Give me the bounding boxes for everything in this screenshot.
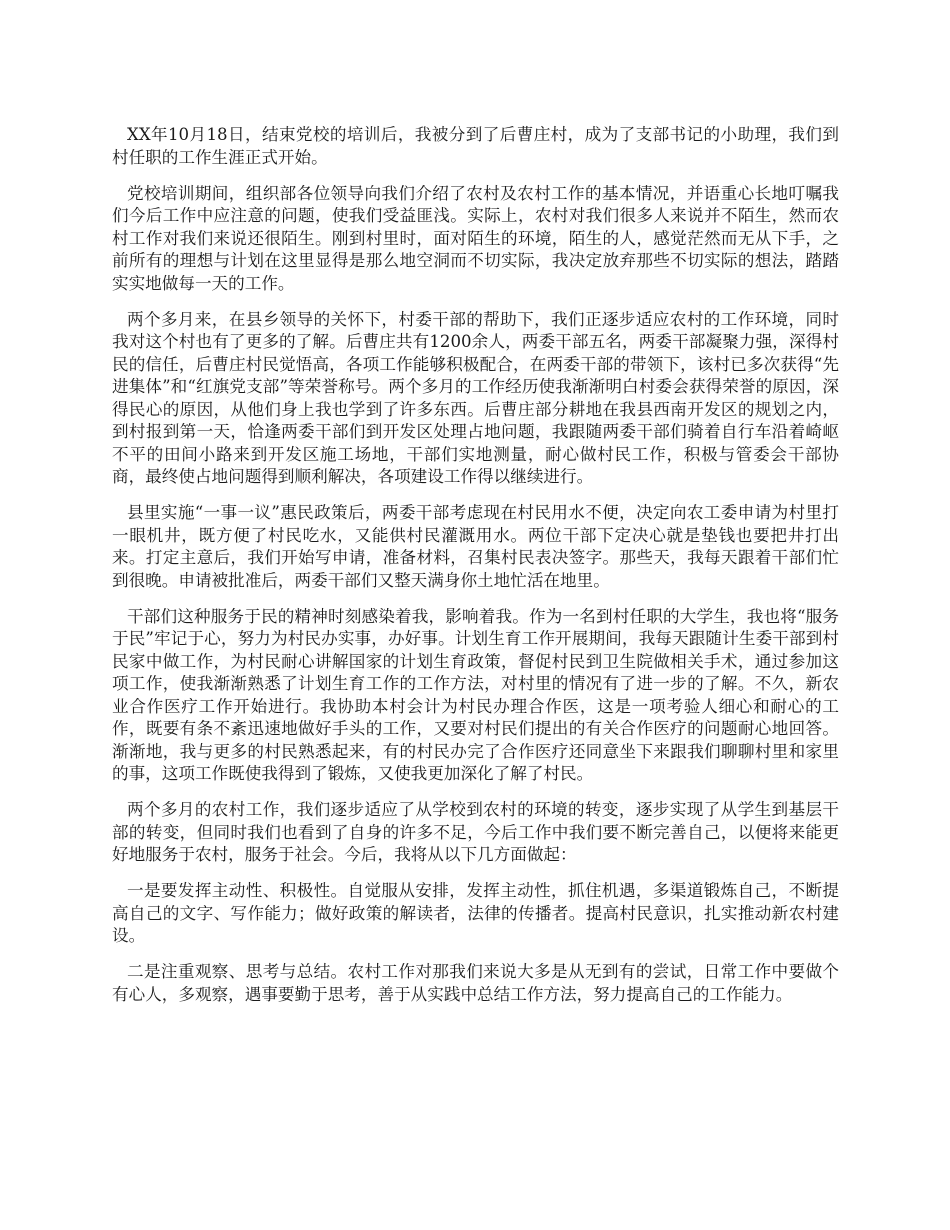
- paragraph-6: 两个多月的农村工作，我们逐步适应了从学校到农村的环境的转变，逐步实现了从学生到基层干部的转变，但同时我们也看到了自身的许多不足，今后工作中我们要不断完善自己，以便将来能更好地服务于农村，服务于社会。今后，我将从以下几方面做起：: [112, 800, 839, 864]
- paragraph-2: 党校培训期间，组织部各位领导向我们介绍了农村及农村工作的基本情况，并语重心长地叮嘱我们今后工作中应注意的问题，使我们受益匪浅。实际上，农村对我们很多人来说并不陌生，然而农村工作对我们来说还很陌生。刚到村里时，面对陌生的环境，陌生的人，感觉茫然而无从下手，之前所有的理想与计划在这里显得是那么地空洞而不切实际，我决定放弃那些不切实际的想法，踏踏实实地做每一天的工作。: [112, 183, 839, 293]
- paragraph-5: 干部们这种服务于民的精神时刻感染着我，影响着我。作为一名到村任职的大学生，我也将“服务于民”牢记于心，努力为村民办实事，办好事。计划生育工作开展期间，我每天跟随计生委干部到村民家中做工作，为村民耐心讲解国家的计划生育政策，督促村民到卫生院做相关手术，通过参加这项工作，使我渐渐熟悉了计划生育工作的工作方法，对村里的情况有了进一步的了解。不久，新农业合作医疗工作开始进行。我协助本村会计为村民办理合作医，这是一项考验人细心和耐心的工作，既要有条不紊迅速地做好手头的工作，又要对村民们提出的有关合作医疗的问题耐心地回答。渐渐地，我与更多的村民熟悉起来，有的村民办完了合作医疗还同意坐下来跟我们聊聊村里和家里的事，这项工作既使我得到了锻炼，又使我更加深化了解了村民。: [112, 606, 839, 783]
- paragraph-8: 二是注重观察、思考与总结。农村工作对那我们来说大多是从无到有的尝试，日常工作中要做个有心人，多观察，遇事要勤于思考，善于从实践中总结工作方法，努力提高自己的工作能力。: [112, 962, 839, 1004]
- paragraph-4: 县里实施“一事一议”惠民政策后，两委干部考虑现在村民用水不便，决定向农工委申请为村里打一眼机井，既方便了村民吃水，又能供村民灌溉用水。两位干部下定决心就是垫钱也要把井打出来。打定主意后，我们开始写申请，准备材料，召集村民表决签字。那些天，我每天跟着干部们忙到很晚。申请被批准后，两委干部们又整天满身你土地忙活在地里。: [112, 503, 839, 590]
- paragraph-3: 两个多月来，在县乡领导的关怀下，村委干部的帮助下，我们正逐步适应农村的工作环境，同时我对这个村也有了更多的了解。后曹庄共有1200余人，两委干部五名，两委干部凝聚力强，深得村民的信任，后曹庄村民觉悟高，各项工作能够积极配合，在两委干部的带领下，该村已多次获得“先进集体”和“红旗党支部”等荣誉称号。两个多月的工作经历使我渐渐明白村委会获得荣誉的原因，深得民心的原因，从他们身上我也学到了许多东西。后曹庄部分耕地在我县西南开发区的规划之内，到村报到第一天，恰逢两委干部们到开发区处理占地问题，我跟随两委干部们骑着自行车沿着崎岖不平的田间小路来到开发区施工场地，干部们实地测量，耐心做村民工作，积极与管委会干部协商，最终使占地问题得到顺利解决，各项建设工作得以继续进行。: [112, 309, 839, 486]
- document-body: [112, 124, 839, 1020]
- paragraph-1: XX年10月18日，结束党校的培训后，我被分到了后曹庄村，成为了支部书记的小助理，我们到村任职的工作生涯正式开始。: [112, 125, 839, 167]
- paragraph-7: 一是要发挥主动性、积极性。自觉服从安排，发挥主动性，抓住机遇，多渠道锻炼自己，不断提高自己的文字、写作能力；做好政策的解读者，法律的传播者。提高村民意识，扎实推动新农村建设。: [112, 881, 839, 945]
